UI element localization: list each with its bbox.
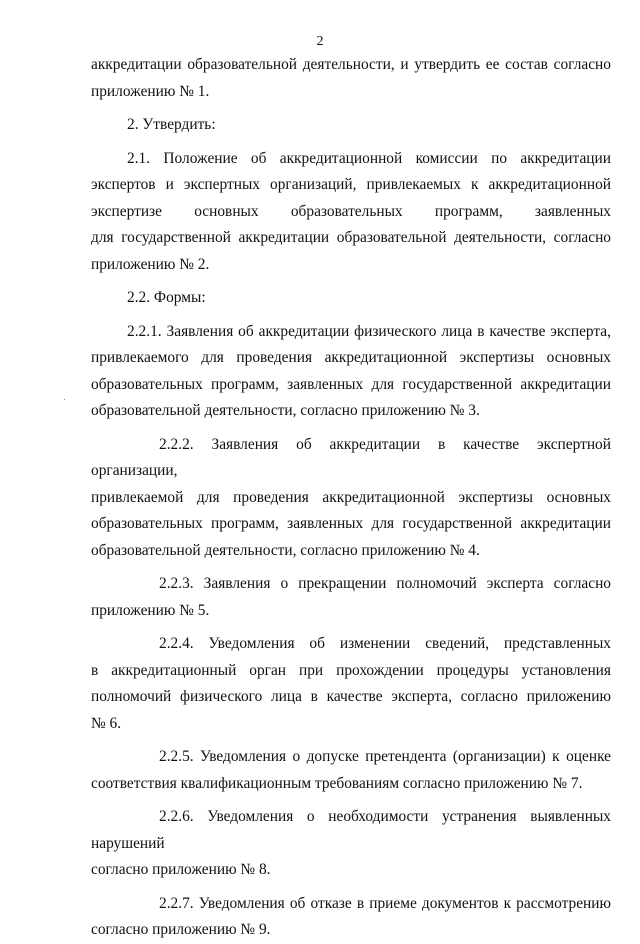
text-line: 2.2.2. Заявления об аккредитации в качестве экспертной организации, xyxy=(91,435,611,479)
text-line: образовательной деятельности, согласно приложению № 4. xyxy=(91,541,480,559)
paragraph-approve xyxy=(91,112,611,139)
text-line: № 6. xyxy=(91,714,122,732)
text-line: в аккредитационный орган при прохождении процедуры установления xyxy=(91,661,611,679)
text-line: соответствия квалификационным требованиям согласно приложению № 7. xyxy=(91,774,583,792)
text-line: 2.2.7. Уведомления об отказе в приеме документов к рассмотрению xyxy=(159,894,611,912)
text-line: приложению № 1. xyxy=(91,82,210,100)
paragraph-2-2-6 xyxy=(91,804,611,884)
text-line: 2.2. Формы: xyxy=(127,289,206,306)
text-line: согласно приложению № 8. xyxy=(91,861,271,878)
text-line: 2.2.1. Заявления об аккредитации физического лица в качестве эксперта, xyxy=(127,322,611,340)
text-line: привлекаемой для проведения аккредитационной экспертизы основных xyxy=(91,488,611,506)
text-line: 2.2.4. Уведомления об изменении сведений, представленных xyxy=(159,635,611,652)
text-line: 2.2.5. Уведомления о допуске претендента (организации) к оценке xyxy=(159,748,611,765)
paragraph-2-1 xyxy=(91,146,611,279)
text-line: 2.2.3. Заявления о прекращении полномочий эксперта согласно xyxy=(159,575,611,592)
text-line: 2.1. Положение об аккредитационной комиссии по аккредитации xyxy=(127,149,611,167)
document-body xyxy=(91,52,611,944)
text-line: аккредитации образовательной деятельности, и утвердить ее состав согласно xyxy=(91,56,611,73)
text-line: приложению № 5. xyxy=(91,601,210,619)
page-number: 2 xyxy=(316,34,324,49)
text-line: образовательной деятельности, согласно приложению № 3. xyxy=(91,402,480,419)
text-line: экспертизе основных образовательных программ, заявленных xyxy=(91,202,611,220)
text-line: образовательных программ, заявленных для государственной аккредитации xyxy=(91,375,611,393)
text-line: полномочий физического лица в качестве эксперта, согласно приложению xyxy=(91,688,611,705)
text-line: образовательных программ, заявленных для государственной аккредитации xyxy=(91,515,611,532)
text-line: привлекаемого для проведения аккредитационной экспертизы основных xyxy=(91,349,611,366)
paragraph-commission-intro xyxy=(91,52,611,105)
paragraph-2-2-2 xyxy=(91,432,611,565)
text-line: 2. Утвердить: xyxy=(127,116,216,133)
text-line: приложению № 2. xyxy=(91,255,210,273)
text-line: согласно приложению № 9. xyxy=(91,921,271,938)
text-line: для государственной аккредитации образовательной деятельности, согласно xyxy=(91,229,611,246)
paragraph-2-2-7 xyxy=(91,891,611,944)
paragraph-2-2 xyxy=(91,285,611,312)
text-line: экспертов и экспертных организаций, привлекаемых к аккредитационной xyxy=(91,176,611,193)
paragraph-2-2-5 xyxy=(91,744,611,797)
text-line: 2.2.6. Уведомления о необходимости устранения выявленных нарушений xyxy=(91,808,611,852)
scan-speck xyxy=(64,399,65,400)
paragraph-2-2-1 xyxy=(91,319,611,425)
paragraph-2-2-4 xyxy=(91,631,611,737)
paragraph-2-2-3 xyxy=(91,571,611,624)
